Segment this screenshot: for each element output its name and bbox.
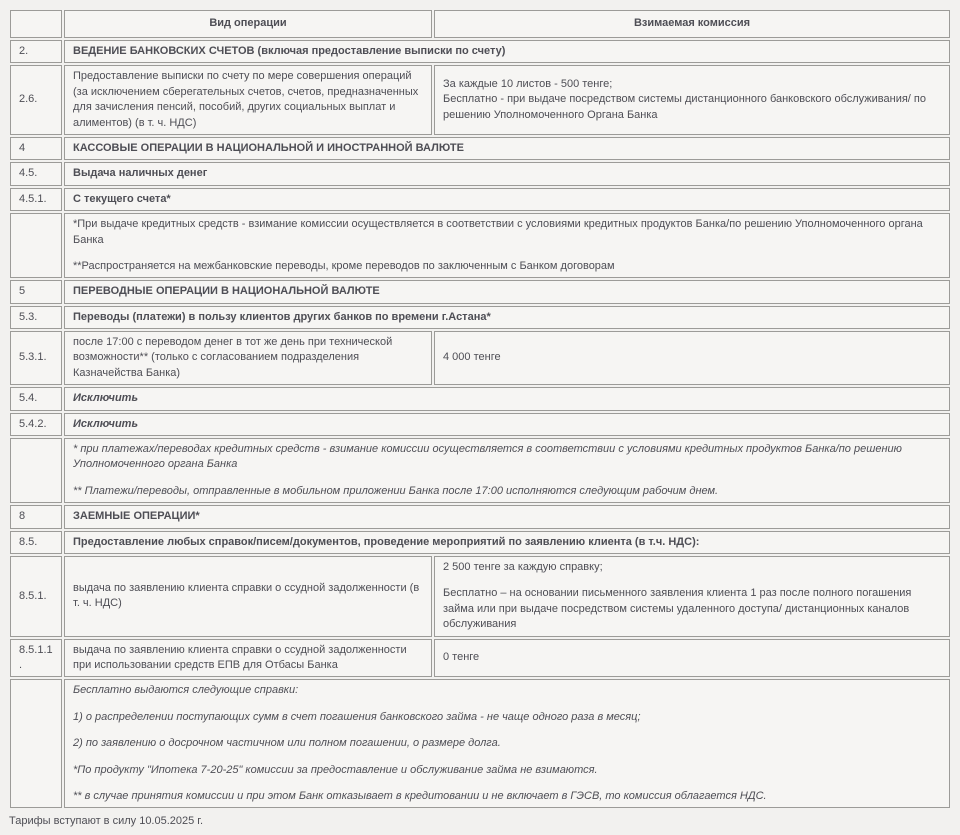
header-operation-cell: Вид операции <box>64 10 432 38</box>
cell-paragraph: выдача по заявлению клиента справки о ссудной задолженности при использовании средств ЕПВ для Отбасы Банка <box>73 643 407 671</box>
section-title-cell: Исключить <box>64 387 950 410</box>
row-number-cell: 8.5.1.1. <box>10 639 62 678</box>
table-row <box>10 137 950 160</box>
commission-cell <box>434 639 950 678</box>
cell-paragraph: *При выдаче кредитных средств - взимание комиссии осуществляется в соответствии с условиями кредитных продуктов Банка/по решению Уполномоченного органа Банка <box>73 218 923 246</box>
cell-paragraph: ** в случае принятия комиссии и при этом Банк отказывает в кредитовании и не включает в ГЭСВ, то комиссия облагается НДС. <box>73 789 767 802</box>
operation-cell <box>64 556 432 637</box>
table-row <box>10 556 950 637</box>
table-row <box>10 40 950 63</box>
header-number-cell <box>10 10 62 38</box>
table-row <box>10 387 950 410</box>
commission-cell <box>434 331 950 385</box>
row-number-cell: 4 <box>10 137 62 160</box>
table-row <box>10 505 950 528</box>
commission-cell <box>434 556 950 637</box>
table-row <box>10 65 950 135</box>
commission-cell <box>434 65 950 135</box>
row-number-cell <box>10 438 62 503</box>
cell-paragraph: Предоставление выписки по счету по мере совершения операций (за исключением сберегательных счетов, счетов, предназначенных для зачисления пенсий, пособий, других социальных выплат и алиментов) (в т. ч. НДС) <box>73 70 419 129</box>
table-row <box>10 280 950 303</box>
section-title-cell: Исключить <box>64 413 950 436</box>
cell-paragraph: За каждые 10 листов - 500 тенге; <box>443 78 613 91</box>
row-number-cell: 5.4. <box>10 387 62 410</box>
cell-paragraph: Бесплатно - при выдаче посредством системы дистанционного банковского обслуживания/ по решению Уполномоченного Органа Банка <box>443 93 926 121</box>
table-row <box>10 531 950 554</box>
row-number-cell: 5 <box>10 280 62 303</box>
operation-cell <box>64 331 432 385</box>
cell-paragraph: после 17:00 с переводом денег в тот же день при технической возможности** (только с согласованием подразделения Казначейства Банка) <box>73 336 393 379</box>
cell-paragraph: 2 500 тенге за каждую справку; <box>443 560 603 573</box>
row-number-cell: 8.5.1. <box>10 556 62 637</box>
operation-cell <box>64 639 432 678</box>
section-title-cell: ПЕРЕВОДНЫЕ ОПЕРАЦИИ В НАЦИОНАЛЬНОЙ ВАЛЮТЕ <box>64 280 950 303</box>
section-title-cell: Предоставление любых справок/писем/документов, проведение мероприятий по заявлению клиента (в т.ч. НДС): <box>64 531 950 554</box>
cell-paragraph: 2) по заявлению о досрочном частичном или полном погашении, о размере долга. <box>73 737 501 750</box>
table-row <box>10 639 950 678</box>
header-commission-cell: Взимаемая комиссия <box>434 10 950 38</box>
row-number-cell: 8 <box>10 505 62 528</box>
cell-paragraph: Бесплатно выдаются следующие справки: <box>73 684 299 697</box>
cell-paragraph: Бесплатно – на основании письменного заявления клиента 1 раз после полного погашения займа или при выдаче посредством системы удаленного доступа/ дистанционных каналов обслуживания <box>443 587 912 631</box>
row-number-cell: 5.3.1. <box>10 331 62 385</box>
table-row <box>10 331 950 385</box>
section-title-cell: Выдача наличных денег <box>64 162 950 185</box>
section-title-cell: Переводы (платежи) в пользу клиентов других банков по времени г.Астана* <box>64 306 950 329</box>
row-number-cell: 5.4.2. <box>10 413 62 436</box>
table-row <box>10 213 950 278</box>
table-header-row <box>10 10 950 38</box>
table-row <box>10 438 950 503</box>
footnote-cell <box>64 213 950 278</box>
cell-paragraph: **Распространяется на межбанковские переводы, кроме переводов по заключенным с Банком договорам <box>73 259 615 272</box>
cell-paragraph: *По продукту "Ипотека 7-20-25" комиссии за предоставление и обслуживание займа не взимаются. <box>73 763 598 776</box>
row-number-cell <box>10 213 62 278</box>
operation-cell <box>64 65 432 135</box>
section-title-cell: С текущего счета* <box>64 188 950 211</box>
cell-paragraph: 4 000 тенге <box>443 351 501 364</box>
row-number-cell: 5.3. <box>10 306 62 329</box>
table-row <box>10 306 950 329</box>
row-number-cell: 4.5. <box>10 162 62 185</box>
tariff-table <box>8 8 952 810</box>
effective-date-note: Тарифы вступают в силу 10.05.2025 г. <box>9 815 204 828</box>
table-row <box>10 188 950 211</box>
table-row <box>10 679 950 808</box>
row-number-cell <box>10 679 62 808</box>
row-number-cell: 8.5. <box>10 531 62 554</box>
section-title-cell: ЗАЕМНЫЕ ОПЕРАЦИИ* <box>64 505 950 528</box>
section-title-cell: ВЕДЕНИЕ БАНКОВСКИХ СЧЕТОВ (включая предоставление выписки по счету) <box>64 40 950 63</box>
row-number-cell: 4.5.1. <box>10 188 62 211</box>
table-row <box>10 162 950 185</box>
cell-paragraph: 1) о распределении поступающих сумм в счет погашения банковского займа - не чаще одного раза в месяц; <box>73 710 641 723</box>
row-number-cell: 2.6. <box>10 65 62 135</box>
tariff-table-body <box>10 40 950 808</box>
section-title-cell: КАССОВЫЕ ОПЕРАЦИИ В НАЦИОНАЛЬНОЙ И ИНОСТРАННОЙ ВАЛЮТЕ <box>64 137 950 160</box>
cell-paragraph: 0 тенге <box>443 651 480 664</box>
cell-paragraph: * при платежах/переводах кредитных средств - взимание комиссии осуществляется в соответствии с условиями кредитных продуктов Банка/по решению Уполномоченного органа Банка <box>73 443 902 471</box>
table-row <box>10 413 950 436</box>
cell-paragraph: выдача по заявлению клиента справки о ссудной задолженности (в т. ч. НДС) <box>73 581 420 610</box>
row-number-cell: 2. <box>10 40 62 63</box>
footnote-cell <box>64 438 950 503</box>
footnote-cell <box>64 679 950 808</box>
cell-paragraph: ** Платежи/переводы, отправленные в мобильном приложении Банка после 17:00 исполняются следующим рабочим днем. <box>73 484 719 497</box>
